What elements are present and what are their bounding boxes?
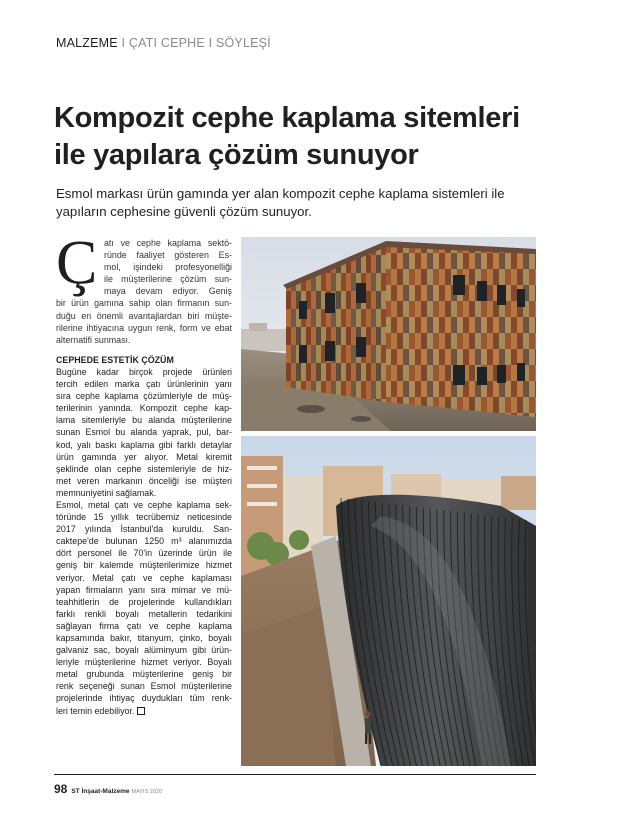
facade-building-photo xyxy=(241,237,536,431)
section-sublabel: I ÇATI CEPHE I SÖYLEŞİ xyxy=(117,36,271,50)
body-line: maya devam ediyor. Geniş xyxy=(104,286,232,297)
body-line: rilerine ihtiyacına uygun renk, form ve ebat xyxy=(56,322,232,333)
body-line: geniş bir kalemde müşterilerimize hizmet xyxy=(56,560,232,571)
body-line: veriyor. Metal çatı ve cephe kaplaması xyxy=(56,572,232,583)
facade-building-illustration xyxy=(241,237,536,431)
body-line: caktepe'de bulunan 1250 m³ alanımızda xyxy=(56,536,232,547)
body-line: duğu en önemli avantajlardan biri müşte- xyxy=(56,310,232,321)
body-line: leri temin edebiliyor. xyxy=(56,705,135,716)
body-line: memnuniyetini sağlamak. xyxy=(56,487,157,498)
body-line: Bugüne kadar birçok projede ürünleri xyxy=(56,366,232,377)
body-line: leriyle müşterilerine hizmet veriyor. Boyalı xyxy=(56,657,232,668)
body-line: yapan firmaların yanı sıra mimar ve mü- xyxy=(56,584,232,595)
body-line: töründe 15 yıllık tecrübemiz neticesinde xyxy=(56,512,232,523)
lead-line: Esmol markası ürün gamında yer alan kompozit cephe kaplama sistemleri ile xyxy=(56,186,505,201)
main-paragraphs xyxy=(56,366,232,717)
body-line: ile müşterilerine çözüm sun- xyxy=(104,274,232,285)
title-line: Kompozit cephe kaplama sitemleri xyxy=(54,102,520,134)
body-line: tercih edilen marka çatı ürünlerinin yanı xyxy=(56,379,232,390)
article-body xyxy=(56,237,232,717)
section-label: MALZEME xyxy=(56,36,118,50)
body-line: ründe faaliyet gösteren Es- xyxy=(104,250,232,261)
intro-paragraph xyxy=(56,237,232,346)
body-line: farklı renkli boyalı metallerin tedarikini xyxy=(56,608,232,619)
end-of-article-icon xyxy=(137,707,145,715)
body-line: mol, işindeki profesyonelliği xyxy=(104,262,232,273)
body-line: sunan Esmol bu alanda yaprak, pul, bar- xyxy=(56,427,232,438)
body-line: dört personel ile 70'in üzerinde ürün ile xyxy=(56,548,232,559)
curved-roof-photo xyxy=(241,436,536,766)
body-line: galvaniz sac, boyalı alüminyum gibi ürün- xyxy=(56,645,232,656)
body-line: terilerinin yanında. Kompozit cephe kap- xyxy=(56,403,232,414)
body-line: kapsamında bakır, titanyum, çinko, boyalı xyxy=(56,633,232,643)
drop-cap: Ç xyxy=(56,229,98,297)
body-line-last xyxy=(56,705,232,717)
lead-line: yapıların cephesine güvenli çözüm sunuyor. xyxy=(56,204,312,219)
article-lead xyxy=(56,185,576,221)
subheading: CEPHEDE ESTETİK ÇÖZÜM xyxy=(56,354,174,365)
body-line: sıra cephe kaplama çözümleriyle de müş- xyxy=(56,391,232,402)
magazine-name: ST İnşaat-Malzeme xyxy=(71,788,130,795)
body-line: şeklinde olan cephe sistemleriyle de hiz- xyxy=(56,463,232,474)
body-line: 2017 yılında İstanbul'da kuruldu. San- xyxy=(56,524,232,535)
body-line: atı ve cephe kaplama sektö- xyxy=(104,238,232,248)
curved-roof-illustration xyxy=(241,436,536,766)
body-line: ürün gamında yer alıyor. Metal kiremit xyxy=(56,451,232,462)
body-line: Esmol, metal çatı ve cephe kaplama sek- xyxy=(56,499,232,510)
body-line: met veren markanın önceliği ise müşteri xyxy=(56,475,232,486)
body-line: bir ürün gamına sahip olan firmanın sun- xyxy=(56,298,232,309)
body-line: projelerinde ihtiyaç duydukları tüm renk- xyxy=(56,693,232,704)
body-line: renk seçeneği sunan Esmol müşterilerine xyxy=(56,681,232,692)
page-number: 98 xyxy=(54,782,68,796)
body-line: alternatifi sunması. xyxy=(56,334,131,345)
body-line: metal grubunda müşterilerine geniş bir xyxy=(56,669,232,680)
issue-date: MAYIS 2020 xyxy=(131,789,163,795)
title-line: ile yapılara çözüm sunuyor xyxy=(54,139,419,171)
article-title xyxy=(54,100,594,174)
body-line: kod, yalı baskı kaplama gibi farklı detaylar xyxy=(56,439,232,450)
footer-divider xyxy=(54,774,536,775)
page-footer xyxy=(54,780,162,798)
body-line: lama sitemleriyle bu alanda müşterilerine xyxy=(56,415,232,426)
body-line: sağlayan firma çatı ve cephe kaplama xyxy=(56,620,232,631)
section-header xyxy=(56,36,271,50)
body-line: teahhitlerin de projelerinde kullandıkları xyxy=(56,596,232,607)
